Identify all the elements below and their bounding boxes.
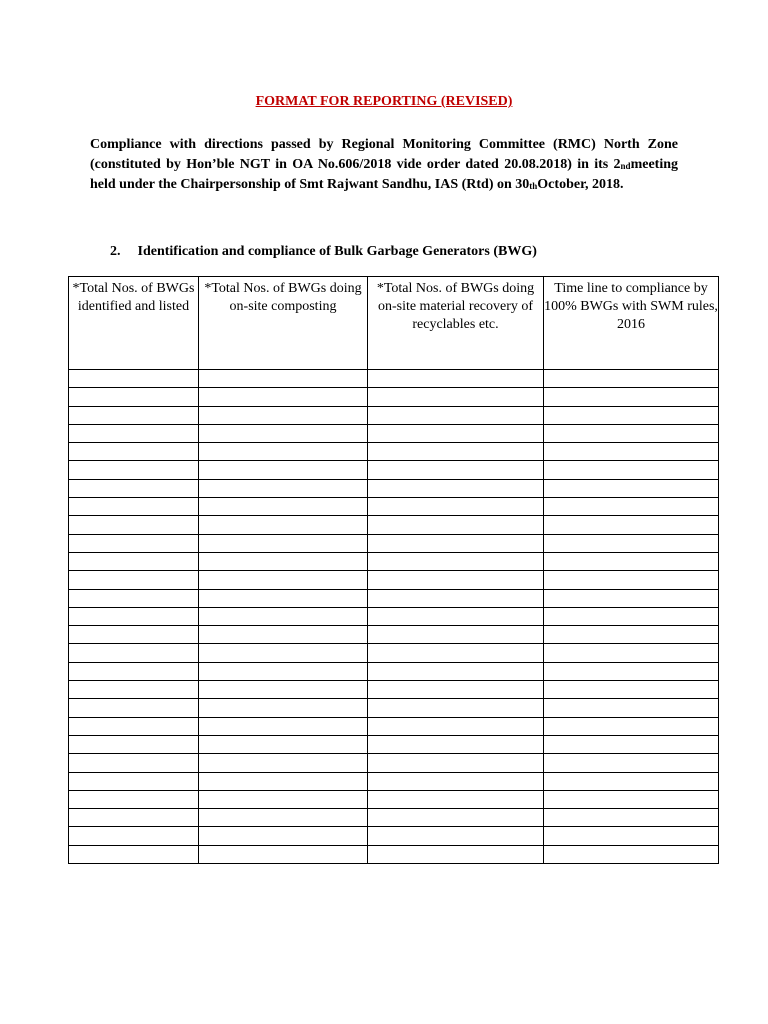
table-cell xyxy=(69,424,199,442)
header-compliance-timeline: Time line to compliance by 100% BWGs with SWM rules, 2016 xyxy=(544,277,719,370)
intro-text-3: October, 2018. xyxy=(537,177,624,192)
table-cell xyxy=(544,717,719,735)
table-cell xyxy=(544,644,719,662)
table-cell xyxy=(69,754,199,772)
table-cell xyxy=(368,717,544,735)
table-cell xyxy=(69,479,199,497)
table-cell xyxy=(368,516,544,534)
table-cell xyxy=(199,662,368,680)
table-cell xyxy=(199,772,368,790)
table-row xyxy=(69,370,719,388)
table-cell xyxy=(69,498,199,516)
table-row xyxy=(69,607,719,625)
table-cell xyxy=(199,479,368,497)
table-cell xyxy=(544,443,719,461)
table-row xyxy=(69,406,719,424)
table-cell xyxy=(69,772,199,790)
table-row xyxy=(69,626,719,644)
table-cell xyxy=(368,754,544,772)
table-cell xyxy=(69,662,199,680)
table-cell xyxy=(69,406,199,424)
table-cell xyxy=(199,443,368,461)
table-cell xyxy=(69,370,199,388)
table-cell xyxy=(199,699,368,717)
table-cell xyxy=(368,607,544,625)
table-cell xyxy=(69,571,199,589)
table-cell xyxy=(199,607,368,625)
table-cell xyxy=(544,845,719,863)
table-cell xyxy=(69,845,199,863)
table-cell xyxy=(544,809,719,827)
table-cell xyxy=(544,498,719,516)
table-cell xyxy=(544,388,719,406)
table-cell xyxy=(199,424,368,442)
table-cell xyxy=(199,790,368,808)
table-cell xyxy=(368,461,544,479)
table-cell xyxy=(69,735,199,753)
header-bwgs-material-recovery: *Total Nos. of BWGs doing on-site material recovery of recyclables etc. xyxy=(368,277,544,370)
table-cell xyxy=(544,626,719,644)
table-cell xyxy=(544,827,719,845)
table-cell xyxy=(69,534,199,552)
table-row xyxy=(69,644,719,662)
table-cell xyxy=(199,406,368,424)
table-row xyxy=(69,827,719,845)
table-cell xyxy=(368,534,544,552)
table-cell xyxy=(368,498,544,516)
table-cell xyxy=(69,461,199,479)
table-cell xyxy=(368,845,544,863)
table-cell xyxy=(544,552,719,570)
table-cell xyxy=(544,424,719,442)
table-cell xyxy=(544,681,719,699)
table-cell xyxy=(199,717,368,735)
table-row xyxy=(69,717,719,735)
table-cell xyxy=(368,479,544,497)
table-cell xyxy=(368,388,544,406)
header-total-bwgs-identified: *Total Nos. of BWGs identified and listed xyxy=(69,277,199,370)
table-cell xyxy=(544,589,719,607)
table-cell xyxy=(544,772,719,790)
table-cell xyxy=(368,424,544,442)
table-cell xyxy=(69,607,199,625)
bwg-reporting-table xyxy=(68,276,719,864)
table-cell xyxy=(368,681,544,699)
table-cell xyxy=(544,516,719,534)
table-cell xyxy=(368,406,544,424)
table-row xyxy=(69,479,719,497)
table-cell xyxy=(368,552,544,570)
table-cell xyxy=(368,662,544,680)
table-cell xyxy=(544,699,719,717)
table-cell xyxy=(69,827,199,845)
table-cell xyxy=(69,626,199,644)
table-cell xyxy=(199,644,368,662)
table-cell xyxy=(544,607,719,625)
table-cell xyxy=(368,644,544,662)
table-cell xyxy=(69,552,199,570)
table-cell xyxy=(368,699,544,717)
table-row xyxy=(69,681,719,699)
table-cell xyxy=(199,370,368,388)
table-header-row xyxy=(69,277,719,370)
table-cell xyxy=(69,589,199,607)
table-cell xyxy=(544,461,719,479)
table-cell xyxy=(368,809,544,827)
table-row xyxy=(69,699,719,717)
document-title: FORMAT FOR REPORTING (REVISED) xyxy=(255,94,513,109)
table-cell xyxy=(199,571,368,589)
table-row xyxy=(69,516,719,534)
table-row xyxy=(69,772,719,790)
section-title: Identification and compliance of Bulk Garbage Generators (BWG) xyxy=(137,244,537,259)
table-cell xyxy=(368,589,544,607)
table-cell xyxy=(69,790,199,808)
table-row xyxy=(69,424,719,442)
table-cell xyxy=(544,370,719,388)
table-cell xyxy=(69,717,199,735)
table-cell xyxy=(199,845,368,863)
table-cell xyxy=(544,790,719,808)
table-row xyxy=(69,461,719,479)
table-cell xyxy=(199,461,368,479)
table-cell xyxy=(69,644,199,662)
table-cell xyxy=(69,699,199,717)
table-cell xyxy=(544,406,719,424)
table-row xyxy=(69,534,719,552)
table-cell xyxy=(69,443,199,461)
header-bwgs-onsite-composting: *Total Nos. of BWGs doing on-site composting xyxy=(199,277,368,370)
table-cell xyxy=(69,809,199,827)
table-cell xyxy=(199,735,368,753)
intro-text-1: Compliance with directions passed by Regional Monitoring Committee (RMC) North Zone (constituted by Hon’ble NGT in OA No.606/2018 vide order dated 20.08.2018) in its 2 xyxy=(90,137,678,172)
table-row xyxy=(69,662,719,680)
table-cell xyxy=(199,754,368,772)
table-cell xyxy=(544,571,719,589)
intro-paragraph xyxy=(90,135,678,195)
table-row xyxy=(69,571,719,589)
table-row xyxy=(69,735,719,753)
table-row xyxy=(69,589,719,607)
table-cell xyxy=(544,479,719,497)
table-row xyxy=(69,443,719,461)
table-cell xyxy=(368,827,544,845)
table-cell xyxy=(368,626,544,644)
table-cell xyxy=(544,754,719,772)
table-cell xyxy=(69,681,199,699)
intro-text-2: meeting held under the Chairpersonship of Smt Rajwant Sandhu, IAS (Rtd) on 30 xyxy=(90,157,678,192)
ordinal-suffix-th: th xyxy=(529,181,538,191)
table-cell xyxy=(368,370,544,388)
table-row xyxy=(69,790,719,808)
table-cell xyxy=(368,790,544,808)
table-cell xyxy=(199,809,368,827)
table-cell xyxy=(199,534,368,552)
table-cell xyxy=(199,589,368,607)
table-cell xyxy=(544,662,719,680)
table-cell xyxy=(544,534,719,552)
table-row xyxy=(69,845,719,863)
table-cell xyxy=(199,498,368,516)
table-cell xyxy=(199,516,368,534)
table-row xyxy=(69,754,719,772)
table-row xyxy=(69,498,719,516)
table-cell xyxy=(368,443,544,461)
table-cell xyxy=(544,735,719,753)
table-cell xyxy=(199,388,368,406)
section-number: 2. xyxy=(110,244,121,259)
table-cell xyxy=(69,388,199,406)
table-cell xyxy=(199,626,368,644)
table-cell xyxy=(368,735,544,753)
section-heading xyxy=(110,244,537,260)
table-row xyxy=(69,552,719,570)
table-cell xyxy=(368,571,544,589)
table-cell xyxy=(199,552,368,570)
table-cell xyxy=(199,827,368,845)
table-cell xyxy=(368,772,544,790)
table-cell xyxy=(69,516,199,534)
table-row xyxy=(69,809,719,827)
table-row xyxy=(69,388,719,406)
ordinal-suffix-nd: nd xyxy=(620,161,631,171)
table-cell xyxy=(199,681,368,699)
